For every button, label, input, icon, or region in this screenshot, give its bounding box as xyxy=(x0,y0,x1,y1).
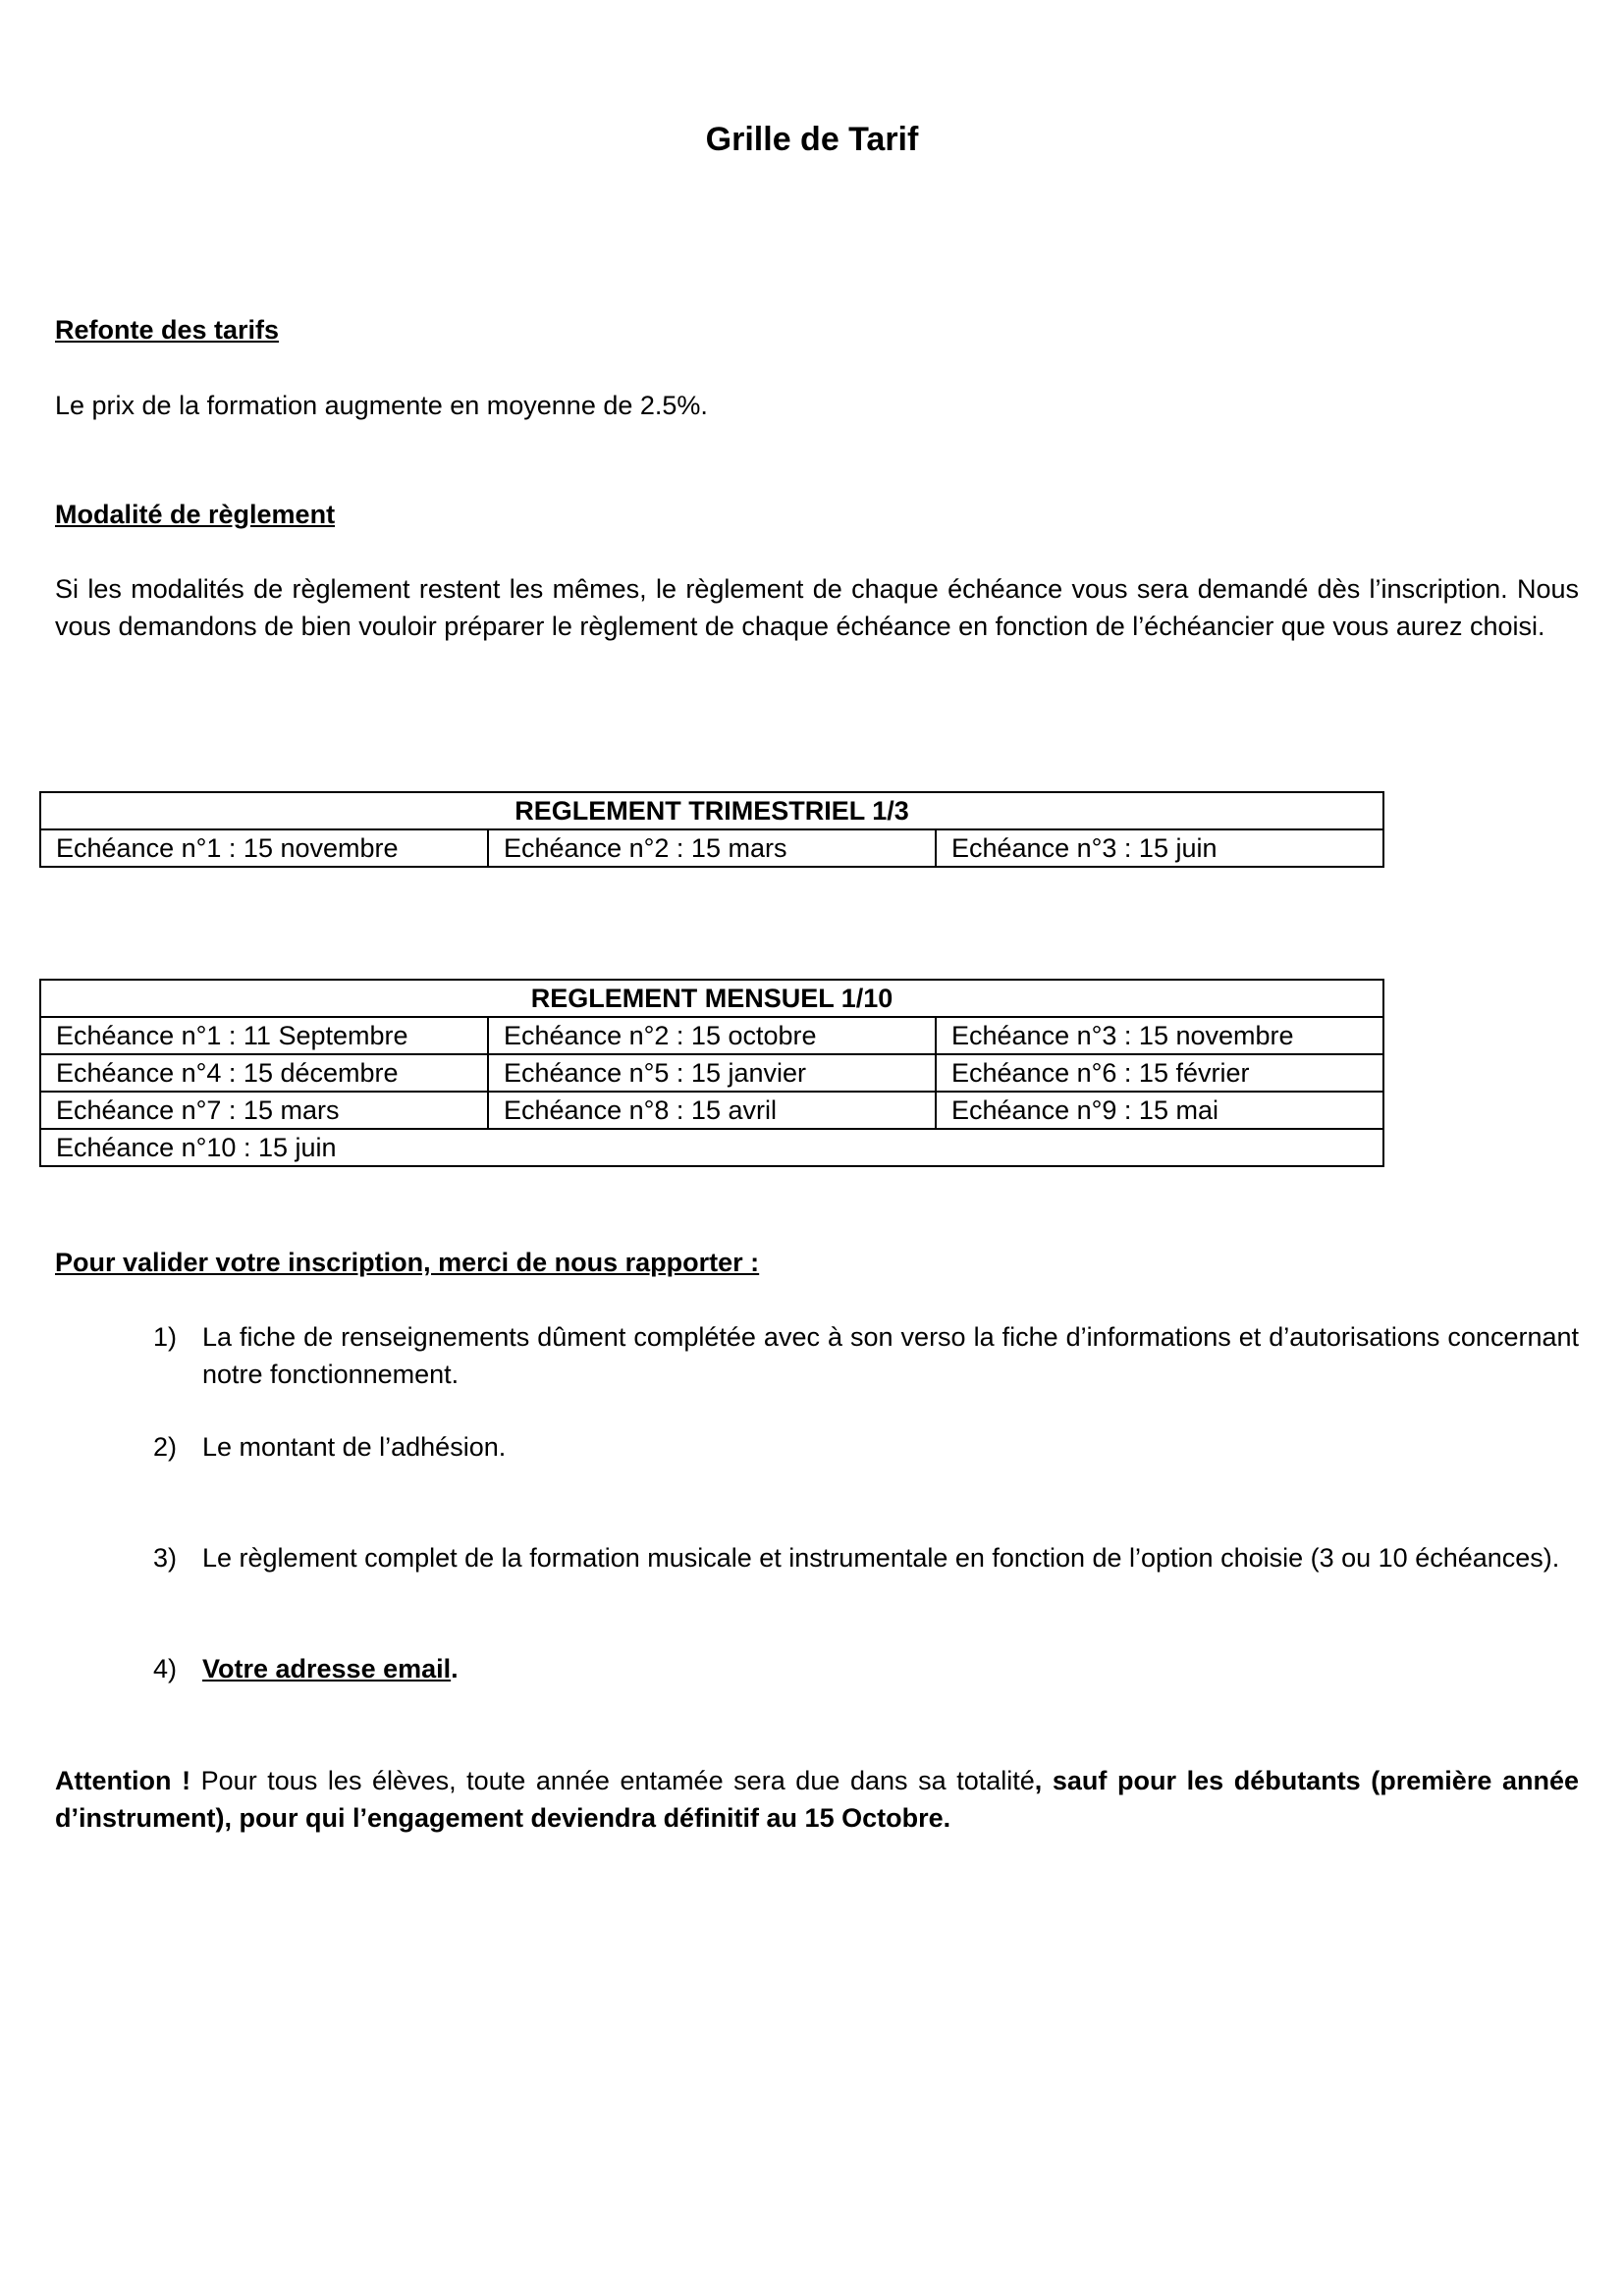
list-item-number: 2) xyxy=(153,1432,178,1462)
table-cell: Echéance n°5 : 15 janvier xyxy=(488,1054,936,1092)
table-cell: Echéance n°4 : 15 décembre xyxy=(40,1054,488,1092)
mensuel-table xyxy=(39,979,1384,1167)
section-heading-refonte: Refonte des tarifs xyxy=(55,315,280,345)
table-cell: Echéance n°8 : 15 avril xyxy=(488,1092,936,1129)
table-cell: Echéance n°3 : 15 novembre xyxy=(936,1017,1383,1054)
list-item-number: 1) xyxy=(153,1322,178,1352)
table-cell: Echéance n°9 : 15 mai xyxy=(936,1092,1383,1129)
table-cell: Echéance n°6 : 15 février xyxy=(936,1054,1383,1092)
table-cell: Echéance n°7 : 15 mars xyxy=(40,1092,488,1129)
page-title: Grille de Tarif xyxy=(705,121,919,158)
table-row xyxy=(40,1092,1383,1129)
list-item-text: Le montant de l’adhésion. xyxy=(202,1432,507,1462)
trimestriel-table xyxy=(39,791,1384,868)
attention-notice xyxy=(55,1762,1579,1837)
table-cell: Echéance n°1 : 15 novembre xyxy=(40,829,488,867)
inscription-heading: Pour valider votre inscription, merci de nous rapporter : xyxy=(55,1248,760,1277)
table-cell: Echéance n°2 : 15 octobre xyxy=(488,1017,936,1054)
attention-label: Attention ! xyxy=(55,1766,191,1795)
list-item-text: La fiche de renseignements dûment complétée avec à son verso la fiche d’informations et d’autorisations concernant notre fonctionnement. xyxy=(202,1322,1579,1389)
modalite-text: Si les modalités de règlement restent les mêmes, le règlement de chaque échéance vous sera demandé dès l’inscription. Nous vous demandons de bien vouloir préparer le règlement de chaque échéance en fonction de l’échéancier que vous aurez choisi. xyxy=(55,574,1579,641)
table-cell: Echéance n°3 : 15 juin xyxy=(936,829,1383,867)
section-heading-modalite: Modalité de règlement xyxy=(55,500,336,529)
list-item-number: 3) xyxy=(153,1543,178,1573)
mensuel-header: REGLEMENT MENSUEL 1/10 xyxy=(40,980,1383,1017)
table-cell: Echéance n°2 : 15 mars xyxy=(488,829,936,867)
attention-bold-text: , sauf pour les débutants (première année d’instrument), pour qui l’engagement deviendra définitif au 15 Octobre. xyxy=(55,1766,1579,1833)
list-item-text xyxy=(202,1650,1579,1687)
table-row xyxy=(40,1054,1383,1092)
table-row xyxy=(40,1017,1383,1054)
trimestriel-header: REGLEMENT TRIMESTRIEL 1/3 xyxy=(40,792,1383,829)
attention-normal-text: Pour tous les élèves, toute année entamée sera due dans sa totalité xyxy=(190,1766,1035,1795)
table-cell: Echéance n°1 : 11 Septembre xyxy=(40,1017,488,1054)
refonte-text: Le prix de la formation augmente en moyenne de 2.5%. xyxy=(55,391,708,420)
list-item-number: 4) xyxy=(153,1654,178,1683)
table-row xyxy=(40,829,1383,867)
table-row xyxy=(40,1129,1383,1166)
table-cell: Echéance n°10 : 15 juin xyxy=(40,1129,1383,1166)
email-suffix: . xyxy=(451,1654,459,1683)
list-item-text: Le règlement complet de la formation musicale et instrumentale en fonction de l’option choisie (3 ou 10 échéances). xyxy=(202,1543,1560,1573)
email-requirement: Votre adresse email xyxy=(202,1654,452,1683)
